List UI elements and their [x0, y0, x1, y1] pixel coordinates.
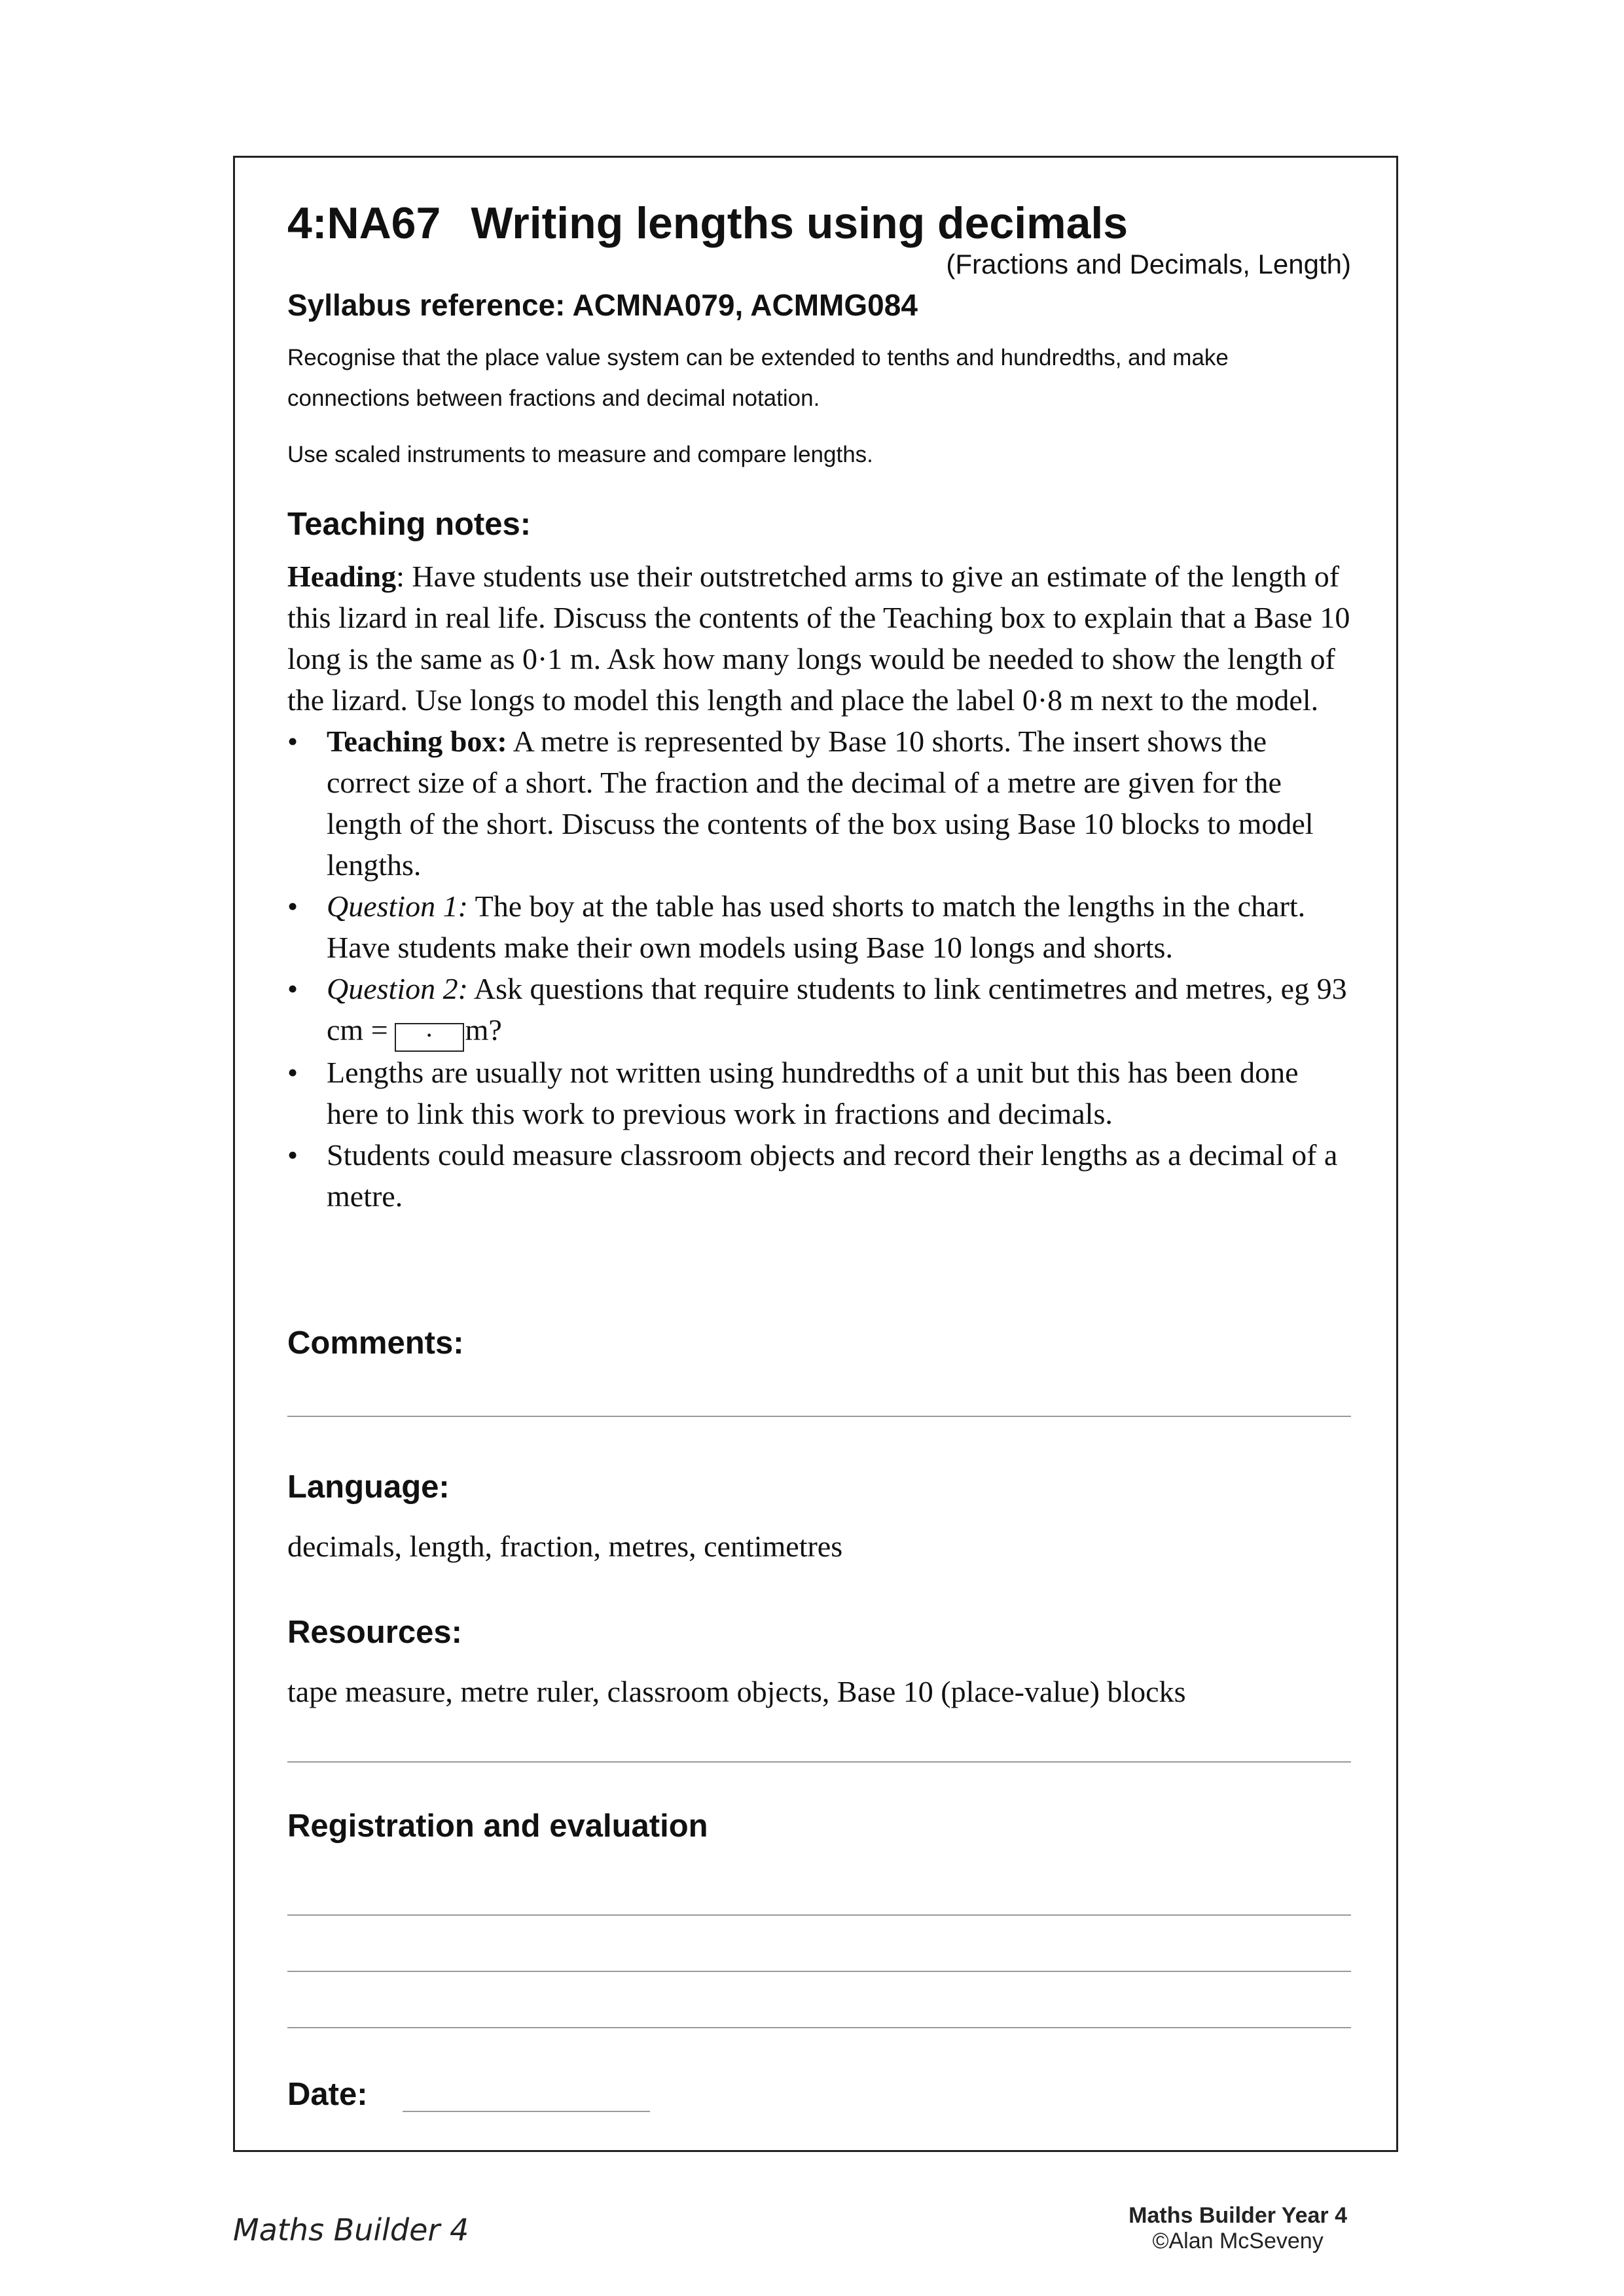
activity-title: Writing lengths using decimals — [471, 198, 1128, 248]
registration-rule-3 — [287, 2027, 1351, 2028]
teaching-notes-heading: Teaching notes: — [287, 507, 532, 543]
registration-rule-2 — [287, 1971, 1351, 1972]
page-title — [287, 197, 1351, 251]
resources-heading: Resources: — [287, 1615, 462, 1650]
bullet-text: Students could measure classroom objects and record their lengths as a decimal of a metre. — [327, 1138, 1338, 1213]
footer-copyright: ©Alan McSeveny — [1152, 2229, 1324, 2253]
bullet-text-after: m? — [465, 1013, 502, 1047]
bullet-text: Ask questions that require students to link centimetres and metres, eg 93 cm = — [327, 971, 1347, 1047]
list-item — [287, 886, 1351, 968]
registration-heading: Registration and evaluation — [287, 1808, 708, 1844]
bullet-label: Teaching box: — [327, 724, 507, 758]
teaching-notes-intro — [287, 556, 1351, 721]
bullet-text: Lengths are usually not written using hundredths of a unit but this has been done here to link this work to previous work in fractions and decimals. — [327, 1055, 1299, 1130]
footer-book-title: Maths Builder 4 — [233, 2212, 469, 2248]
footer-series-title: Maths Builder Year 4 — [1128, 2203, 1347, 2228]
answer-box: · — [395, 1023, 464, 1052]
resources-rule — [287, 1761, 1351, 1763]
bullet-label: Question 1: — [327, 889, 468, 923]
list-item — [287, 721, 1351, 886]
activity-code: 4:NA67 — [287, 198, 441, 248]
comments-heading: Comments: — [287, 1325, 464, 1361]
syllabus-reference: Syllabus reference: ACMNA079, ACMMG084 — [287, 287, 918, 322]
comments-rule — [287, 1416, 1351, 1417]
bullet-text: A metre is represented by Base 10 shorts. The insert shows the correct size of a short. The fraction and the decimal of a metre are given for the length of the short. Discuss the contents of the box using Base 10 blocks to model lengths. — [327, 724, 1314, 882]
intro-text: : Have students use their outstretched arms to give an estimate of the length of this lizard in real life. Discuss the contents of the Teaching box to explain that a Base 10 long is the same as 0·1 m. Ask how many longs would be needed to show the length of the lizard. Use longs to model this length and place the label 0·8 m next to the model. — [287, 559, 1350, 717]
bullet-label: Question 2: — [327, 971, 468, 1005]
list-item — [287, 1134, 1351, 1217]
list-item — [287, 968, 1351, 1052]
teaching-notes-list — [287, 721, 1351, 1217]
language-text: decimals, length, fraction, metres, centimetres — [287, 1530, 843, 1563]
intro-label: Heading — [287, 559, 397, 593]
worksheet-content — [287, 197, 1351, 1217]
list-item — [287, 1052, 1351, 1134]
outcome-description-2: Use scaled instruments to measure and compare lengths. — [287, 442, 873, 468]
topic-subtitle: (Fractions and Decimals, Length) — [946, 248, 1351, 279]
registration-rule-1 — [287, 1914, 1351, 1916]
date-label: Date: — [287, 2077, 368, 2112]
language-heading: Language: — [287, 1469, 450, 1505]
outcome-description-1: Recognise that the place value system can be extended to tenths and hundredths, and make connections between fractions and decimal notation. — [287, 345, 1229, 412]
footer-credits — [1128, 2203, 1347, 2254]
date-line — [403, 2111, 650, 2112]
worksheet-frame — [233, 156, 1398, 2152]
resources-text: tape measure, metre ruler, classroom objects, Base 10 (place-value) blocks — [287, 1675, 1186, 1708]
bullet-text: The boy at the table has used shorts to match the lengths in the chart. Have students make their own models using Base 10 longs and shorts. — [327, 889, 1306, 964]
